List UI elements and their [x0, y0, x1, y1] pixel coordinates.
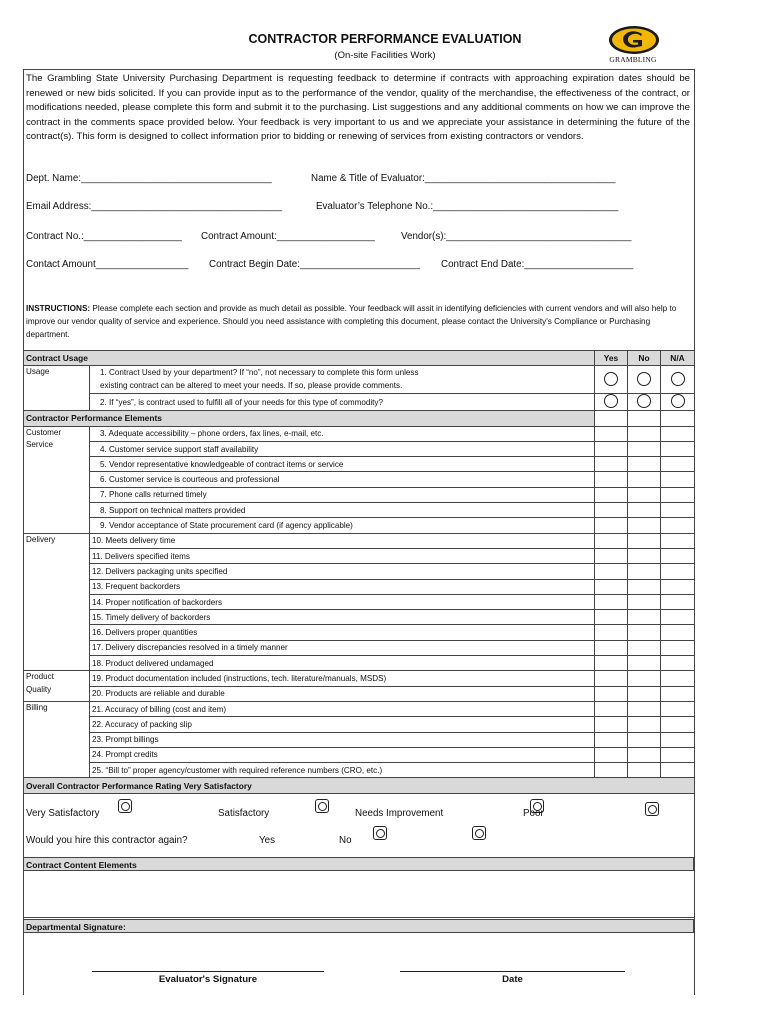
evaluator-signature-label: Evaluator's Signature — [158, 974, 258, 985]
table-row — [24, 564, 695, 579]
item-22: 22. Accuracy of packing slip — [90, 717, 595, 732]
very-satisfactory-checkbox-icon[interactable] — [118, 799, 132, 813]
rating-cell[interactable] — [595, 686, 628, 701]
rating-cell[interactable] — [661, 625, 695, 640]
contact-amount-field[interactable]: Contact Amount_________________ — [26, 259, 189, 270]
rating-cell[interactable] — [628, 594, 661, 609]
item-20: 20. Products are reliable and durable — [90, 686, 595, 701]
rating-cell[interactable] — [628, 548, 661, 563]
rating-cell[interactable] — [661, 656, 695, 671]
table-row — [24, 625, 695, 640]
rating-cell[interactable] — [595, 717, 628, 732]
rating-cell[interactable] — [628, 686, 661, 701]
rating-cell[interactable] — [661, 747, 695, 762]
date-label: Date — [502, 974, 523, 985]
rating-cell[interactable] — [628, 610, 661, 625]
poor-label: Poor — [523, 808, 544, 819]
page-subtitle: (On-site Facilities Work) — [334, 50, 436, 61]
rating-cell[interactable] — [628, 518, 661, 533]
category-label: Product — [26, 672, 54, 682]
rating-cell[interactable] — [628, 533, 661, 548]
rating-cell[interactable] — [661, 640, 695, 655]
rating-cell[interactable] — [661, 594, 695, 609]
vendors-field[interactable]: Vendor(s):__________________________________ — [401, 231, 632, 242]
rating-cell[interactable] — [628, 732, 661, 747]
rating-cell[interactable] — [628, 717, 661, 732]
rating-cell[interactable] — [661, 671, 695, 686]
rating-cell[interactable] — [595, 640, 628, 655]
table-row — [24, 533, 695, 548]
rating-cell[interactable] — [628, 656, 661, 671]
rating-cell[interactable] — [595, 625, 628, 640]
usage-category: Usage — [24, 366, 90, 411]
needs-improvement-label: Needs Improvement — [355, 808, 444, 819]
item-9: 9. Vendor acceptance of State procurement card (if agency applicable) — [90, 518, 595, 533]
hire-no-label: No — [339, 835, 352, 846]
rating-cell[interactable] — [595, 594, 628, 609]
table-row — [24, 732, 695, 747]
rating-cell[interactable] — [661, 441, 695, 456]
rating-cell[interactable] — [661, 610, 695, 625]
rating-cell[interactable] — [661, 579, 695, 594]
table-row — [24, 487, 695, 502]
rating-cell[interactable] — [595, 472, 628, 487]
empty-cell — [595, 411, 628, 426]
very-satisfactory-label: Very Satisfactory — [26, 808, 100, 819]
delivery-category: Delivery — [24, 533, 90, 671]
satisfactory-label: Satisfactory — [218, 808, 270, 819]
contract-end-date-field[interactable]: Contract End Date:____________________ — [441, 259, 634, 270]
item-21: 21. Accuracy of billing (cost and item) — [90, 701, 595, 716]
col-yes: Yes — [595, 351, 628, 366]
dept-name-field[interactable]: Dept. Name:___________________________________ — [26, 173, 272, 184]
item-18: 18. Product delivered undamaged — [90, 656, 595, 671]
rating-cell[interactable] — [628, 625, 661, 640]
rating-cell[interactable] — [595, 441, 628, 456]
rating-cell[interactable] — [628, 564, 661, 579]
category-label: Quality — [26, 684, 52, 694]
rating-cell[interactable] — [661, 518, 695, 533]
rating-cell[interactable] — [661, 426, 695, 441]
item-11: 11. Delivers specified items — [90, 548, 595, 563]
rating-cell[interactable] — [628, 441, 661, 456]
rating-cell[interactable] — [628, 763, 661, 778]
rating-cell[interactable] — [661, 472, 695, 487]
rating-cell[interactable] — [595, 701, 628, 716]
radio-circle-icon[interactable] — [671, 372, 685, 386]
content-elements-area[interactable] — [23, 871, 694, 918]
overall-rating-heading: Overall Contractor Performance Rating Very Satisfactory — [24, 778, 695, 793]
radio-circle-icon[interactable] — [604, 372, 618, 386]
radio-circle-icon[interactable] — [637, 372, 651, 386]
intro-paragraph: The Grambling State University Purchasing Department is requesting feedback to determine if contracts with approaching expiration dates should be renewed or new bids solicited. If you can provide input as to the performance of the vendor, quality of the merchandise, the effectiveness of the contract, or modifications needed, please complete this form and submit it to the purchasing. List suggestions and any additional comments on how we can improve the contract in the comments space provided below. Your feedback is very important to us and we appreciate your assistance in determining the future of the contract(s). This form is designed to collect information prior to bidding or renewing of services from existing contractors or vendors. — [26, 73, 690, 143]
table-row — [24, 426, 695, 441]
hire-yes-label: Yes — [259, 835, 275, 846]
table-row — [24, 763, 695, 778]
rating-cell[interactable] — [628, 579, 661, 594]
billing-category: Billing — [24, 701, 90, 777]
q2-no[interactable] — [628, 394, 661, 411]
evaluator-name-title-field[interactable]: Name & Title of Evaluator:___________________________________ — [311, 173, 616, 184]
overall-rating-header-row — [24, 778, 695, 793]
table-row — [24, 518, 695, 533]
rating-cell[interactable] — [628, 487, 661, 502]
hire-again-question: Would you hire this contractor again? — [26, 835, 188, 846]
performance-elements-header-row — [24, 411, 695, 426]
col-no: No — [628, 351, 661, 366]
hire-no-checkbox-icon[interactable] — [472, 826, 486, 840]
rating-cell[interactable] — [628, 671, 661, 686]
rating-cell[interactable] — [595, 564, 628, 579]
rating-cell[interactable] — [595, 763, 628, 778]
table-row — [24, 548, 695, 563]
rating-cell[interactable] — [661, 487, 695, 502]
satisfactory-checkbox-icon[interactable] — [315, 799, 329, 813]
rating-cell[interactable] — [595, 503, 628, 518]
item-24: 24. Prompt credits — [90, 747, 595, 762]
contract-content-elements-heading: Contract Content Elements — [23, 857, 694, 871]
poor-checkbox-icon[interactable] — [645, 802, 659, 816]
usage-question-1-line2: existing contract can be altered to meet your needs. If so, please provide comments. — [100, 380, 403, 390]
table-row — [24, 503, 695, 518]
contract-usage-heading: Contract Usage — [24, 351, 595, 366]
rating-cell[interactable] — [595, 610, 628, 625]
rating-cell[interactable] — [595, 457, 628, 472]
empty-cell — [661, 411, 695, 426]
date-line[interactable] — [400, 971, 625, 972]
item-23: 23. Prompt billings — [90, 732, 595, 747]
telephone-field[interactable]: Evaluator’s Telephone No.:__________________________________ — [316, 201, 619, 212]
item-16: 16. Delivers proper quantities — [90, 625, 595, 640]
departmental-signature-heading: Departmental Signature: — [23, 919, 694, 933]
item-12: 12. Delivers packaging units specified — [90, 564, 595, 579]
item-15: 15. Timely delivery of backorders — [90, 610, 595, 625]
rating-cell[interactable] — [661, 548, 695, 563]
item-19: 19. Product documentation included (instructions, tech. literature/manuals, MSDS) — [90, 671, 595, 686]
table-row — [24, 594, 695, 609]
contract-amount-field[interactable]: Contract Amount:__________________ — [201, 231, 375, 242]
page-title: CONTRACTOR PERFORMANCE EVALUATION — [248, 32, 522, 46]
table-row — [24, 472, 695, 487]
rating-cell[interactable] — [661, 686, 695, 701]
rating-cell[interactable] — [628, 472, 661, 487]
rating-cell[interactable] — [661, 732, 695, 747]
hire-yes-checkbox-icon[interactable] — [373, 826, 387, 840]
logo-wordmark: GRAMBLING — [609, 55, 657, 64]
rating-cell[interactable] — [595, 671, 628, 686]
rating-cell[interactable] — [661, 763, 695, 778]
rating-cell[interactable] — [628, 426, 661, 441]
item-13: 13. Frequent backorders — [90, 579, 595, 594]
table-row — [24, 701, 695, 716]
table-row — [24, 394, 695, 411]
q1-na[interactable] — [661, 366, 695, 394]
q1-yes[interactable] — [595, 366, 628, 394]
table-row — [24, 640, 695, 655]
item-4: 4. Customer service support staff availability — [90, 441, 595, 456]
rating-cell[interactable] — [595, 579, 628, 594]
table-row — [24, 610, 695, 625]
usage-question-2: 2. If “yes”, is contract used to fulfill all of your needs for this type of commodity? — [90, 394, 595, 411]
instructions — [26, 302, 688, 341]
q1-no[interactable] — [628, 366, 661, 394]
item-3: 3. Adequate accessibility – phone orders, fax lines, e-mail, etc. — [90, 426, 595, 441]
product-quality-category — [24, 671, 90, 702]
table-row — [24, 717, 695, 732]
table-row — [24, 457, 695, 472]
rating-cell[interactable] — [661, 717, 695, 732]
usage-question-1-line1: 1. Contract Used by your department? If “no”, not necessary to complete this form unless — [100, 368, 419, 378]
contract-usage-header-row — [24, 351, 695, 366]
table-row — [24, 579, 695, 594]
item-8: 8. Support on technical matters provided — [90, 503, 595, 518]
evaluator-signature-line[interactable] — [92, 971, 324, 972]
q2-yes[interactable] — [595, 394, 628, 411]
category-label: Service — [26, 440, 53, 450]
rating-cell[interactable] — [661, 564, 695, 579]
rating-cell[interactable] — [628, 701, 661, 716]
rating-cell[interactable] — [628, 503, 661, 518]
instructions-text: Please complete each section and provide as much detail as possible. Your feedback will assit in identifying deficiencies with current vendors and will also help to improve our vendor quality of service and experience. Should you need assistance with completing this document, please contact the University's Compliance or Purchasing department. — [26, 304, 677, 339]
rating-cell[interactable] — [661, 503, 695, 518]
item-6: 6. Customer service is courteous and professional — [90, 472, 595, 487]
empty-cell — [628, 411, 661, 426]
performance-elements-heading: Contractor Performance Elements — [24, 411, 595, 426]
table-row — [24, 656, 695, 671]
col-na: N/A — [661, 351, 695, 366]
item-17: 17. Delivery discrepancies resolved in a timely manner — [90, 640, 595, 655]
table-row — [24, 747, 695, 762]
usage-question-1 — [90, 366, 595, 394]
rating-cell[interactable] — [595, 732, 628, 747]
radio-circle-icon[interactable] — [604, 394, 618, 408]
rating-cell[interactable] — [628, 640, 661, 655]
radio-circle-icon[interactable] — [671, 394, 685, 408]
category-label: Customer — [26, 427, 62, 437]
table-row — [24, 441, 695, 456]
item-14: 14. Proper notification of backorders — [90, 594, 595, 609]
rating-cell[interactable] — [595, 747, 628, 762]
rating-cell[interactable] — [595, 426, 628, 441]
email-field[interactable]: Email Address:___________________________________ — [26, 201, 283, 212]
evaluation-table — [23, 350, 695, 794]
contract-no-field[interactable]: Contract No.:__________________ — [26, 231, 182, 242]
q2-na[interactable] — [661, 394, 695, 411]
item-10: 10. Meets delivery time — [90, 533, 595, 548]
item-5: 5. Vendor representative knowledgeable of contract items or service — [90, 457, 595, 472]
rating-cell[interactable] — [595, 487, 628, 502]
radio-circle-icon[interactable] — [637, 394, 651, 408]
item-7: 7. Phone calls returned timely — [90, 487, 595, 502]
rating-cell[interactable] — [661, 701, 695, 716]
rating-cell[interactable] — [628, 747, 661, 762]
rating-cell[interactable] — [595, 548, 628, 563]
customer-service-category — [24, 426, 90, 533]
table-row — [24, 366, 695, 394]
table-row — [24, 686, 695, 701]
instructions-label: INSTRUCTIONS: — [26, 304, 91, 313]
rating-cell[interactable] — [595, 518, 628, 533]
rating-cell[interactable] — [595, 656, 628, 671]
rating-cell[interactable] — [661, 457, 695, 472]
contract-begin-date-field[interactable]: Contract Begin Date:______________________ — [209, 259, 420, 270]
item-25: 25. “Bill to” proper agency/customer with required reference numbers (CRO, etc.) — [90, 763, 595, 778]
table-row — [24, 671, 695, 686]
rating-cell[interactable] — [628, 457, 661, 472]
rating-cell[interactable] — [661, 533, 695, 548]
rating-cell[interactable] — [595, 533, 628, 548]
